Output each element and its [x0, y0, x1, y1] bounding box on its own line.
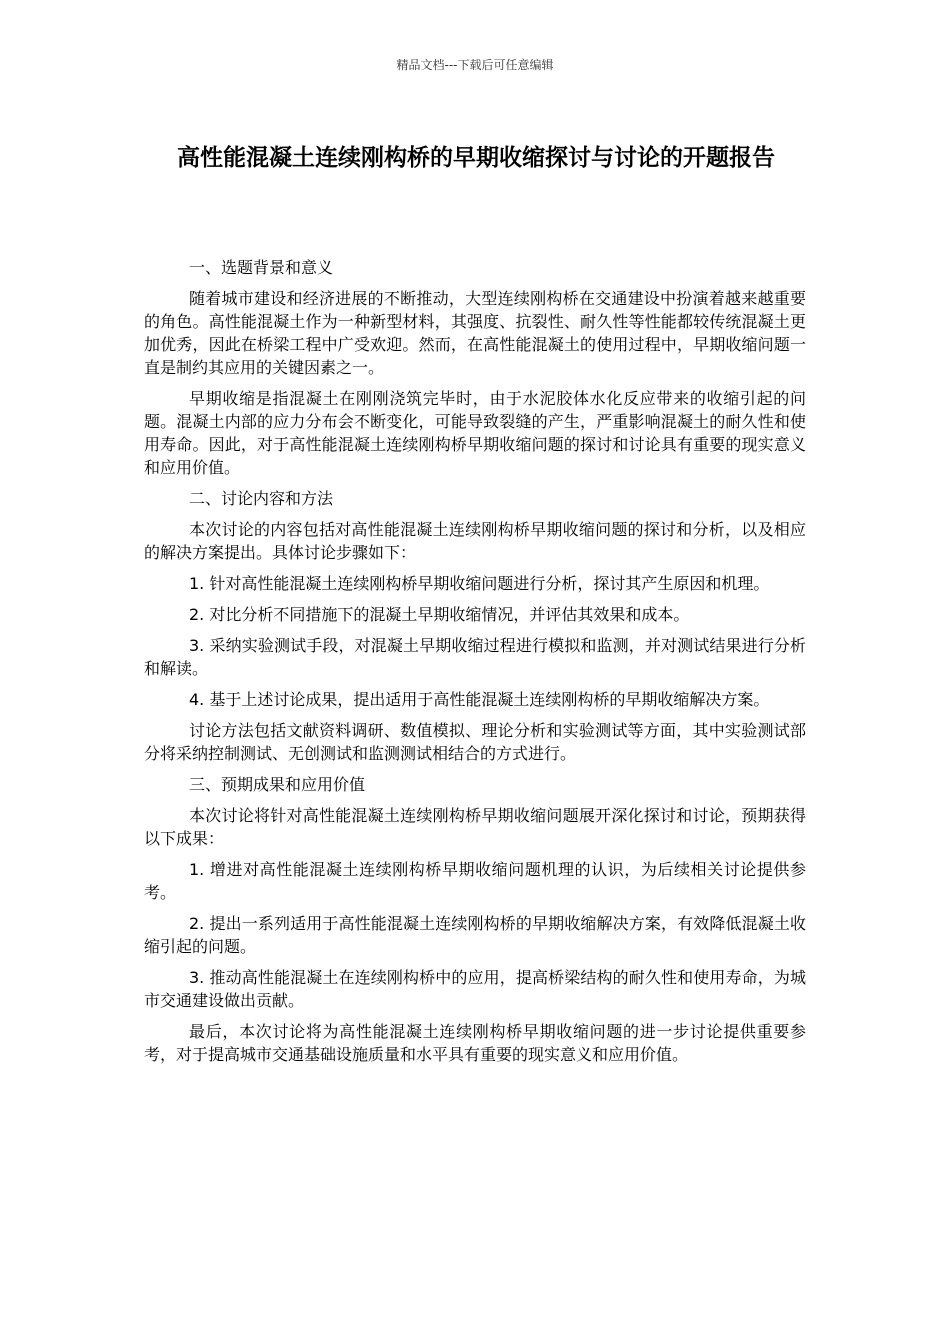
section-heading-background: 一、选题背景和意义 [189, 258, 334, 277]
section-heading-results-value: 三、预期成果和应用价值 [189, 775, 366, 794]
paragraph: 本次讨论将针对高性能混凝土连续刚构桥早期收缩问题展开深化探讨和讨论，预期获得以下成果： [144, 806, 806, 848]
section-heading-content-method: 二、讨论内容和方法 [189, 489, 334, 508]
document-body [144, 256, 806, 1074]
header-note: 精品文档---下载后可任意编辑 [396, 58, 554, 72]
paragraph: 随着城市建设和经济进展的不断推动，大型连续刚构桥在交通建设中扮演着越来越重要的角色。高性能混凝土作为一种新型材料，其强度、抗裂性、耐久性等性能都较传统混凝土更加优秀，因此在桥梁工程中广受欢迎。然而，在高性能混凝土的使用过程中，早期收缩问题一直是制约其应用的关键因素之一。 [144, 289, 806, 377]
list-item: 1. 增进对高性能混凝土连续刚构桥早期收缩问题机理的认识，为后续相关讨论提供参考。 [144, 860, 806, 902]
document-title: 高性能混凝土连续刚构桥的早期收缩探讨与讨论的开题报告 [177, 145, 775, 171]
list-item: 2. 对比分析不同措施下的混凝土早期收缩情况，并评估其效果和成本。 [189, 605, 690, 624]
paragraph: 讨论方法包括文献资料调研、数值模拟、理论分析和实验测试等方面，其中实验测试部分将采纳控制测试、无创测试和监测测试相结合的方式进行。 [144, 721, 806, 763]
list-item: 4. 基于上述讨论成果，提出适用于高性能混凝土连续刚构桥的早期收缩解决方案。 [189, 690, 770, 709]
paragraph: 最后，本次讨论将为高性能混凝土连续刚构桥早期收缩问题的进一步讨论提供重要参考，对于提高城市交通基础设施质量和水平具有重要的现实意义和应用价值。 [144, 1022, 806, 1064]
list-item: 2. 提出一系列适用于高性能混凝土连续刚构桥的早期收缩解决方案，有效降低混凝土收缩引起的问题。 [144, 914, 806, 956]
list-item: 1. 针对高性能混凝土连续刚构桥早期收缩问题进行分析，探讨其产生原因和机理。 [189, 574, 770, 593]
list-item: 3. 采纳实验测试手段，对混凝土早期收缩过程进行模拟和监测，并对测试结果进行分析和解读。 [144, 636, 806, 678]
list-item: 3. 推动高性能混凝土在连续刚构桥中的应用，提高桥梁结构的耐久性和使用寿命，为城市交通建设做出贡献。 [144, 968, 806, 1010]
paragraph: 本次讨论的内容包括对高性能混凝土连续刚构桥早期收缩问题的探讨和分析，以及相应的解决方案提出。具体讨论步骤如下： [144, 520, 806, 562]
paragraph: 早期收缩是指混凝土在刚刚浇筑完毕时，由于水泥胶体水化反应带来的收缩引起的问题。混凝土内部的应力分布会不断变化，可能导致裂缝的产生，严重影响混凝土的耐久性和使用寿命。因此，对于高性能混凝土连续刚构桥早期收缩问题的探讨和讨论具有重要的现实意义和应用价值。 [144, 389, 806, 477]
